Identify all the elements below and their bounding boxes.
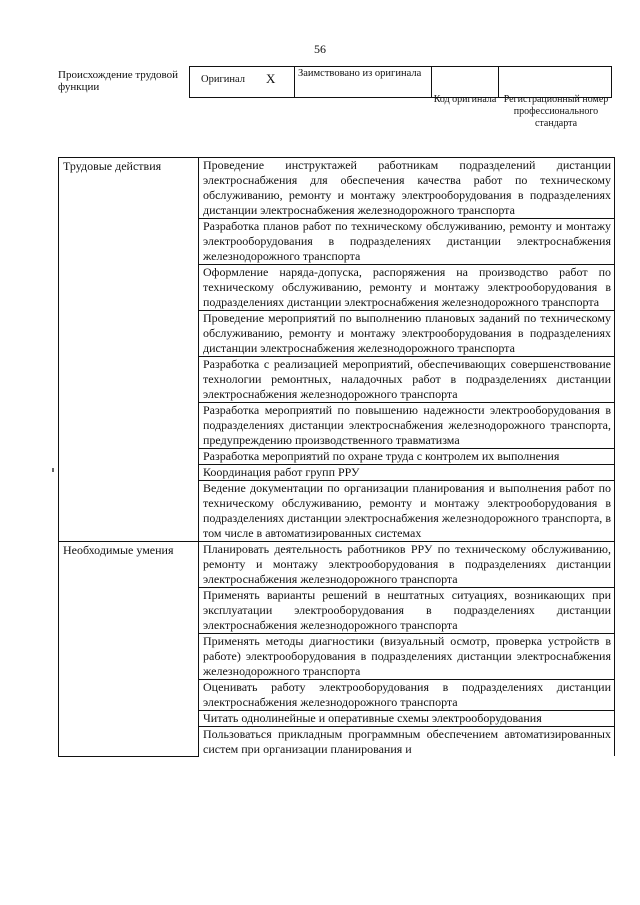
list-item: Разработка мероприятий по охране труда с контролем их выполнения	[199, 449, 615, 465]
table-row	[59, 542, 615, 588]
section-label-skills: Необходимые умения	[59, 542, 199, 757]
original-label: Оригинал	[201, 74, 245, 85]
list-item: Разработка планов работ по техническому обслуживанию, ремонту и монтажу электрооборудования в подразделениях дистанции электроснабжения железнодорожного транспорта	[199, 219, 615, 265]
list-item	[199, 727, 615, 757]
list-item: Применять методы диагностики (визуальный осмотр, проверка устройств в работе) электрооборудования в подразделениях дистанции электроснабжения железнодорожного транспорта	[199, 634, 615, 680]
list-item: Оформление наряда-допуска, распоряжения на производство работ по техническому обслуживанию, ремонту и монтажу электрооборудования в подразделениях дистанции электроснабжения железнодорожного транспорта	[199, 265, 615, 311]
reg-number-cell	[499, 67, 612, 98]
section-label-actions: Трудовые действия	[59, 158, 199, 542]
borrowed-cell: Заимствовано из оригинала	[295, 67, 432, 98]
table-row	[59, 158, 615, 219]
page-number: 56	[314, 42, 326, 56]
original-mark: X	[266, 71, 276, 86]
margin-mark	[52, 468, 54, 472]
code-original-label: Код оригинала	[433, 94, 497, 105]
list-item: Проведение инструктажей работникам подразделений дистанции электроснабжения для обеспечения качества работ по техническому обслуживанию, ремонту и монтажу электрооборудования в подразделениях дистанции электроснабжения железнодорожного транспорта	[199, 158, 615, 219]
list-item: Читать однолинейные и оперативные схемы электрооборудования	[199, 711, 615, 727]
list-item: Проведение мероприятий по выполнению плановых заданий по техническому обслуживанию, ремонту и монтажу электрооборудования в подразделениях дистанции электроснабжения железнодорожного транспорта	[199, 311, 615, 357]
origin-label: Происхождение трудовой функции	[58, 69, 179, 93]
list-item: Координация работ групп РРУ	[199, 465, 615, 481]
functions-table	[58, 157, 615, 757]
reg-number-label: Регистрационный номер профессионального стандарта	[503, 94, 609, 129]
list-item: Ведение документации по организации планирования и выполнения работ по техническому обслуживанию, ремонту и монтажу электрооборудования в подразделениях дистанции электроснабжения железнодорожного транспорта, в том числе в автоматизированных системах	[199, 481, 615, 542]
list-item-text: Пользоваться прикладным программным обеспечением автоматизированных систем при организации планирования и	[203, 727, 611, 756]
list-item: Применять варианты решений в нештатных ситуациях, возникающих при эксплуатации электрооборудования в подразделениях дистанции электроснабжения железнодорожного транспорта	[199, 588, 615, 634]
list-item: Разработка мероприятий по повышению надежности электрооборудования в подразделениях дистанции электроснабжения железнодорожного транспорта, предупреждению производственного травматизма	[199, 403, 615, 449]
list-item: Планировать деятельность работников РРУ по техническому обслуживанию, ремонту и монтажу электрооборудования в подразделениях дистанции электроснабжения железнодорожного транспорта	[199, 542, 615, 588]
original-cell	[190, 67, 295, 98]
list-item: Оценивать работу электрооборудования в подразделениях дистанции электроснабжения железнодорожного транспорта	[199, 680, 615, 711]
code-cell	[432, 67, 499, 98]
list-item: Разработка с реализацией мероприятий, обеспечивающих совершенствование технологии ремонтных, наладочных работ в подразделениях дистанции электроснабжения железнодорожного транспорта	[199, 357, 615, 403]
